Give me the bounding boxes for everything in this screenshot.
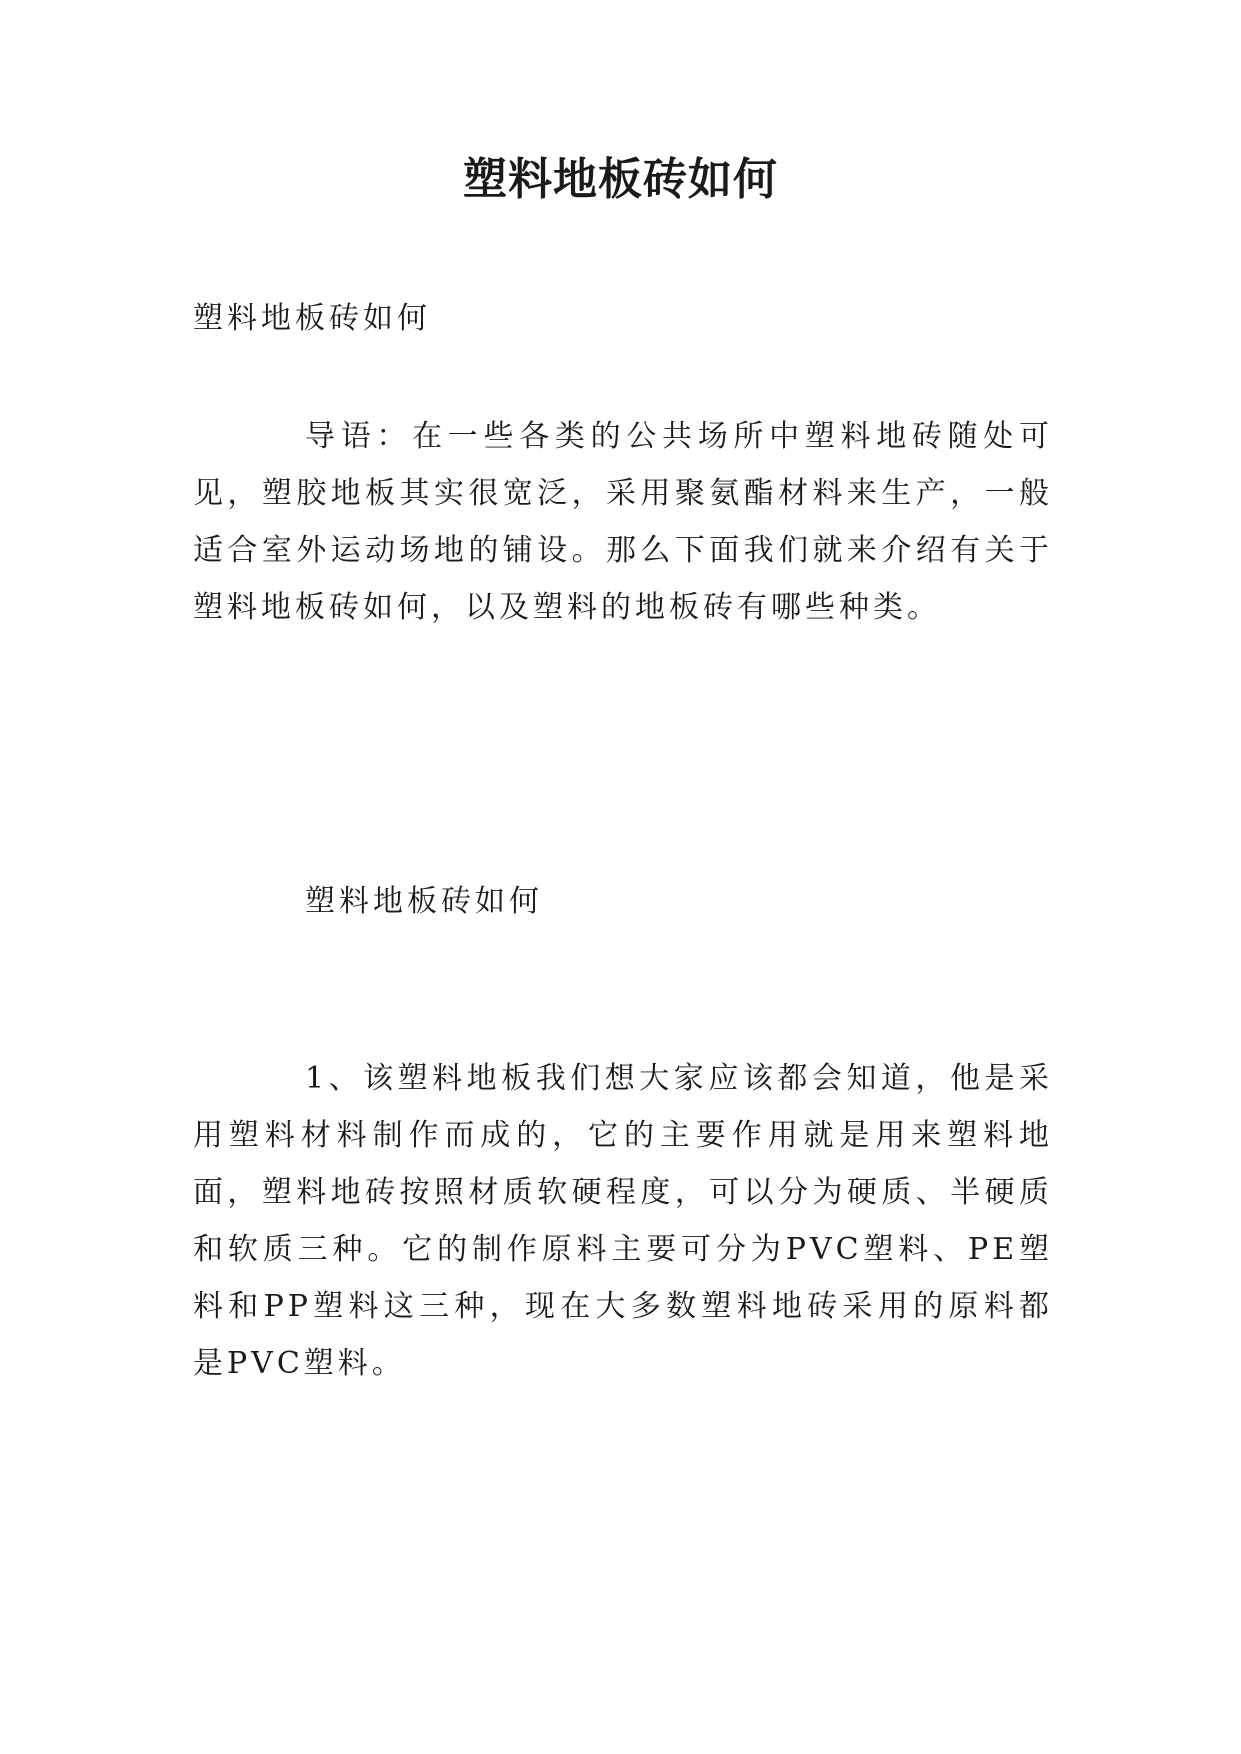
intro-paragraph: 导语：在一些各类的公共场所中塑料地砖随处可见，塑胶地板其实很宽泛，采用聚氨酯材料来生产，一般适合室外运动场地的铺设。那么下面我们就来介绍有关于塑料地板砖如何，以及塑料的地板砖有哪些种类。 (193, 419, 1053, 625)
document-subtitle: 塑料地板砖如何 (193, 301, 431, 336)
body-paragraph-1: 1、该塑料地板我们想大家应该都会知道，他是采用塑料材料制作而成的，它的主要作用就是用来塑料地面，塑料地砖按照材质软硬程度，可以分为硬质、半硬质和软质三种。它的制作原料主要可分为PVC塑料、PE塑料和PP塑料这三种，现在大多数塑料地砖采用的原料都是PVC塑料。 (193, 1061, 1053, 1381)
document-title: 塑料地板砖如何 (463, 154, 778, 205)
section-heading: 塑料地板砖如何 (305, 884, 543, 919)
